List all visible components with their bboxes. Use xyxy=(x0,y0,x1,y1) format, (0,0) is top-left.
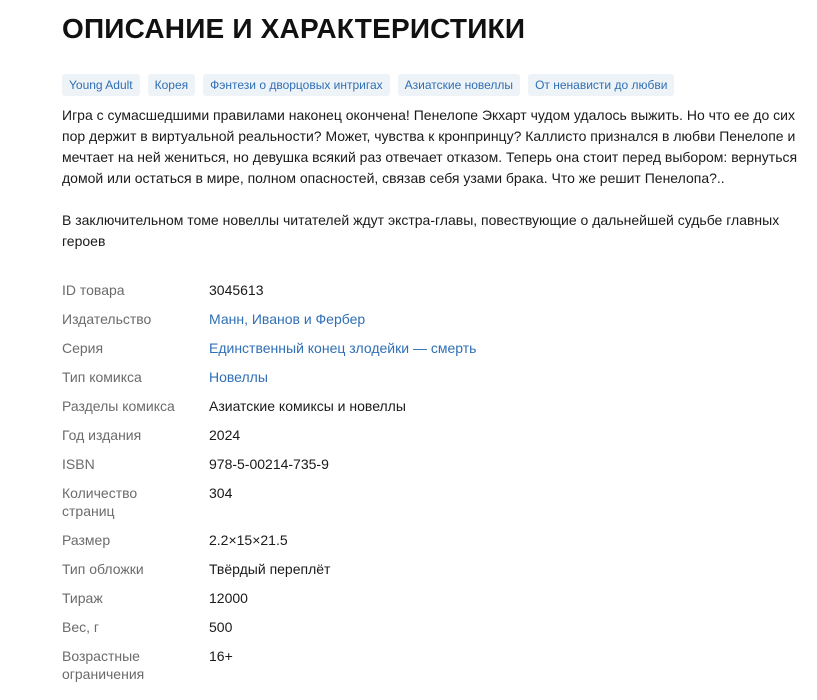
spec-value: 2024 xyxy=(209,427,241,443)
spec-row-print-run xyxy=(62,589,762,607)
spec-value: 500 xyxy=(209,619,233,635)
description-paragraph: В заключительном томе новеллы читателей ждут экстра-главы, повествующие о дальнейшей судьбе главных героев xyxy=(62,212,780,249)
spec-row-comic-type xyxy=(62,368,762,386)
description-paragraph: Игра с сумасшедшими правилами наконец окончена! Пенелопе Экхарт чудом удалось выжить. Но что ее до сих пор держит в виртуальной реальности? Может, чувства к кронпринцу? Каллисто признался в любви Пенелопе и мечтает на ней жениться, но девушка всякий раз отвечает отказом. Теперь она стоит перед выбором: вернуться домой или остаться в мире, полном опасностей, связав себя узами брака. Что же решит Пенелопа?.. xyxy=(62,107,798,186)
spec-label: Тип обложки xyxy=(62,561,144,577)
spec-label: Вес, г xyxy=(62,619,100,635)
spec-row-series xyxy=(62,339,762,357)
spec-value: 16+ xyxy=(209,648,233,664)
spec-value: 304 xyxy=(209,485,233,501)
spec-label: Издательство xyxy=(62,311,152,327)
spec-row-publisher xyxy=(62,310,762,328)
section-title: ОПИСАНИЕ И ХАРАКТЕРИСТИКИ xyxy=(62,13,526,44)
spec-label: Возрастные ограничения xyxy=(62,648,145,682)
specs-table xyxy=(62,281,762,683)
tag-young-adult[interactable]: Young Adult xyxy=(62,74,140,96)
spec-row-year xyxy=(62,426,762,444)
spec-label: Серия xyxy=(62,340,104,356)
tag-asian-novels[interactable]: Азиатские новеллы xyxy=(398,74,520,96)
spec-label: Разделы комикса xyxy=(62,398,175,414)
spec-label: Количество страниц xyxy=(62,485,138,519)
spec-row-size xyxy=(62,531,762,549)
spec-row-comic-sections xyxy=(62,397,762,415)
publisher-link[interactable]: Манн, Иванов и Фербер xyxy=(209,311,366,327)
spec-row-pages xyxy=(62,484,762,520)
series-link[interactable]: Единственный конец злодейки — смерть xyxy=(209,340,477,356)
spec-label: Тираж xyxy=(62,590,103,606)
product-description xyxy=(62,105,814,252)
spec-row-isbn xyxy=(62,455,762,473)
spec-value: 2.2×15×21.5 xyxy=(209,532,288,548)
spec-row-id xyxy=(62,281,762,299)
comic-type-link[interactable]: Новеллы xyxy=(209,369,268,385)
tag-korea[interactable]: Корея xyxy=(148,74,196,96)
tag-palace-intrigue-fantasy[interactable]: Фэнтези о дворцовых интригах xyxy=(203,74,390,96)
spec-label: Тип комикса xyxy=(62,369,142,385)
tag-enemies-to-lovers[interactable]: От ненависти до любви xyxy=(528,74,674,96)
spec-value: 978-5-00214-735-9 xyxy=(209,456,329,472)
spec-label: Год издания xyxy=(62,427,142,443)
spec-row-age xyxy=(62,647,762,683)
spec-row-weight xyxy=(62,618,762,636)
spec-label: ISBN xyxy=(62,456,95,472)
spec-value: 12000 xyxy=(209,590,248,606)
spec-value: 3045613 xyxy=(209,282,264,298)
spec-label: ID товара xyxy=(62,282,125,298)
spec-value: Азиатские комиксы и новеллы xyxy=(209,398,406,414)
spec-value: Твёрдый переплёт xyxy=(209,561,331,577)
spec-label: Размер xyxy=(62,532,111,548)
spec-row-cover xyxy=(62,560,762,578)
tag-list xyxy=(62,74,807,96)
